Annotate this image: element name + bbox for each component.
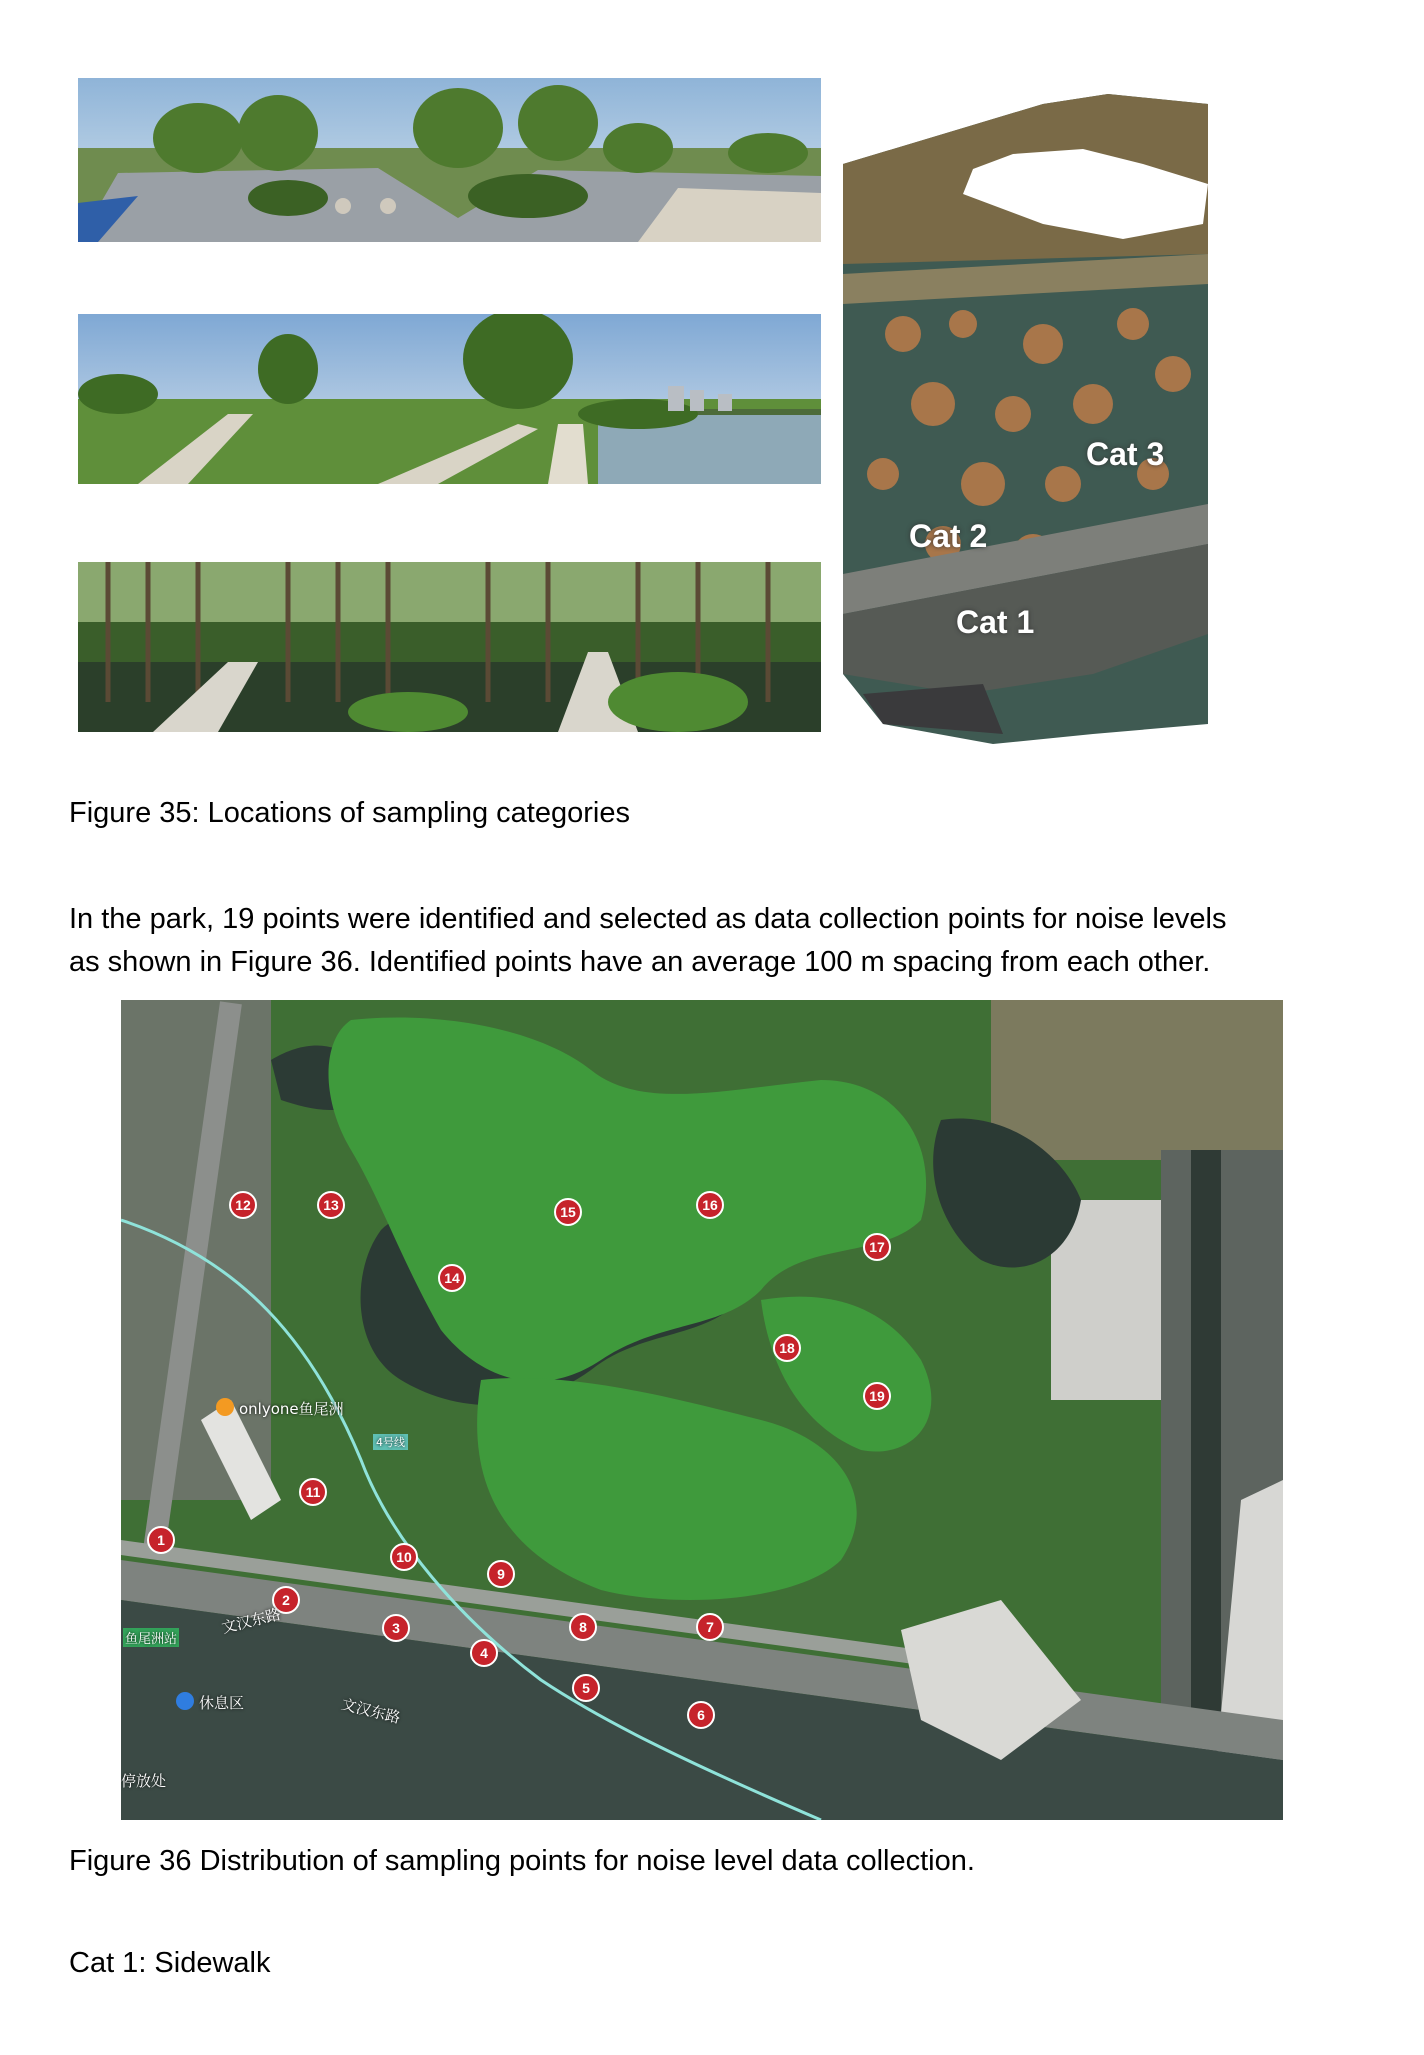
paragraph-line-1: In the park, 19 points were identified and selected as data collection points for noise levels [69, 903, 1227, 935]
figure-36-caption: Figure 36 Distribution of sampling points for noise level data collection. [69, 1845, 975, 1877]
body-paragraph [69, 898, 1359, 984]
sampling-point-13: 13 [317, 1191, 345, 1219]
sampling-point-14: 14 [438, 1264, 466, 1292]
sampling-point-5: 5 [572, 1674, 600, 1702]
panorama-photo-sidewalk [78, 78, 821, 242]
aerial-model-image [843, 74, 1208, 744]
sampling-point-2: 2 [272, 1586, 300, 1614]
sampling-point-7: 7 [696, 1613, 724, 1641]
sampling-point-17: 17 [863, 1233, 891, 1261]
sampling-point-19: 19 [863, 1382, 891, 1410]
corner-label: 停放处 [121, 1772, 167, 1790]
metro-line-label: 4号线 [373, 1434, 408, 1450]
rest-area-marker-icon [176, 1692, 194, 1710]
sampling-point-12: 12 [229, 1191, 257, 1219]
paragraph-line-2: as shown in Figure 36. Identified points have an average 100 m spacing from each other. [69, 946, 1211, 978]
poi-marker-icon [216, 1398, 234, 1416]
section-heading: Cat 1: Sidewalk [69, 1947, 271, 1979]
poi-label: onlyone鱼尾洲 [239, 1400, 344, 1418]
sampling-point-10: 10 [390, 1543, 418, 1571]
sampling-point-18: 18 [773, 1334, 801, 1362]
figure-35-caption: Figure 35: Locations of sampling categories [69, 797, 630, 829]
station-label: 鱼尾洲站 [123, 1628, 179, 1647]
sampling-point-16: 16 [696, 1191, 724, 1219]
cat-2-label: Cat 2 [909, 518, 988, 554]
sampling-point-11: 11 [299, 1478, 327, 1506]
sampling-point-1: 1 [147, 1526, 175, 1554]
sampling-point-3: 3 [382, 1614, 410, 1642]
sampling-points-map [121, 1000, 1283, 1820]
cat-3-label: Cat 3 [1086, 436, 1165, 472]
sampling-point-15: 15 [554, 1198, 582, 1226]
sampling-point-6: 6 [687, 1701, 715, 1729]
panorama-photo-lakeside-path [78, 314, 821, 484]
sampling-point-4: 4 [470, 1639, 498, 1667]
cat-1-label: Cat 1 [956, 604, 1035, 640]
panorama-photo-forest-boardwalk [78, 562, 821, 732]
road-label-lower: 文汉东路 [339, 1694, 403, 1727]
sampling-point-9: 9 [487, 1560, 515, 1588]
sampling-point-8: 8 [569, 1613, 597, 1641]
road-label-upper: 文汉东路 [219, 1604, 283, 1637]
rest-area-label: 休息区 [199, 1694, 245, 1712]
